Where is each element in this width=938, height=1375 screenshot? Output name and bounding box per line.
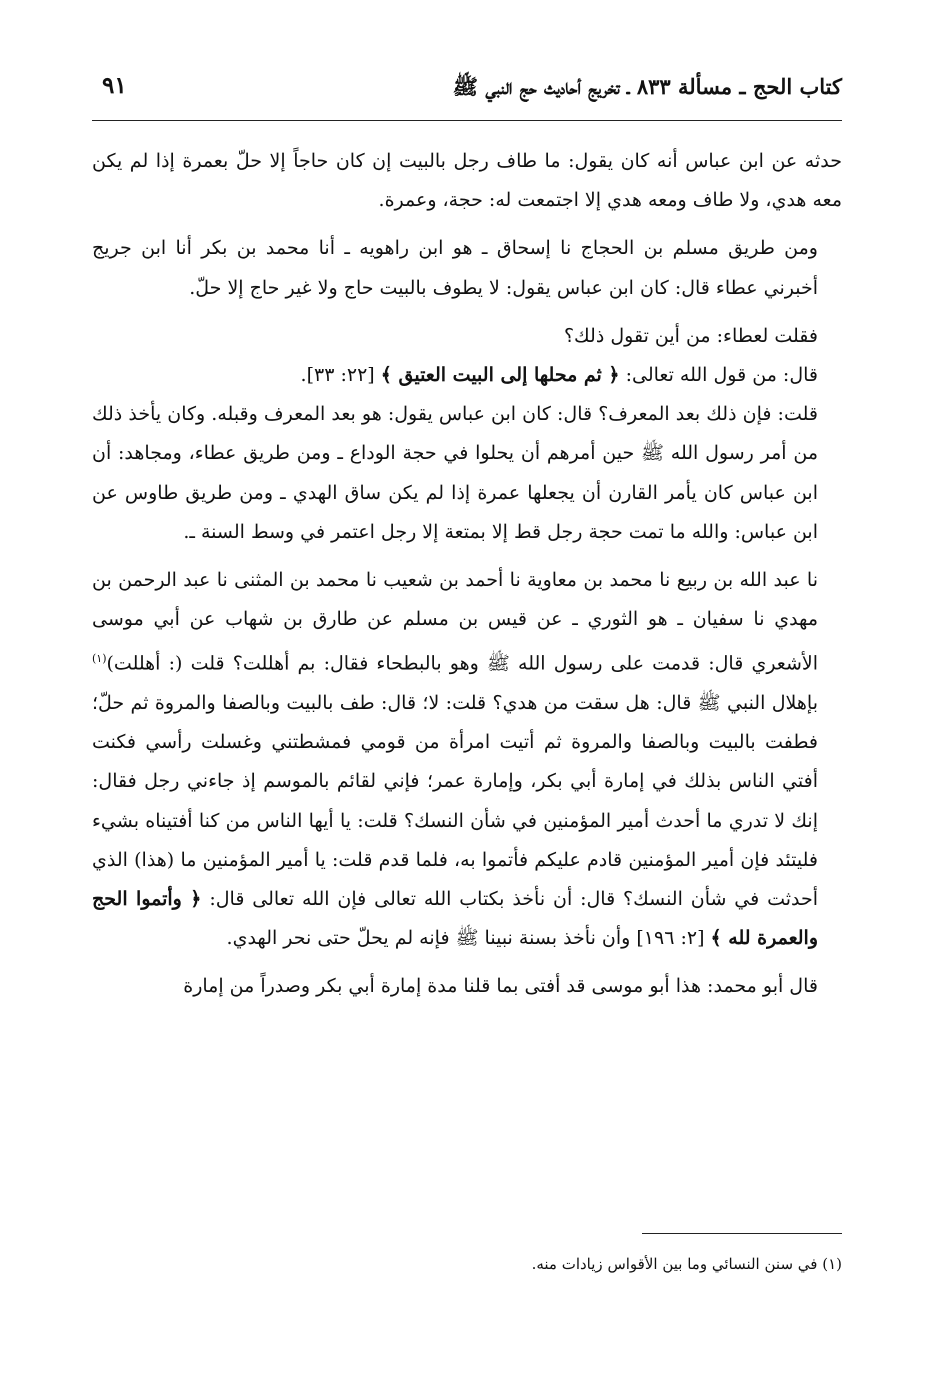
- page-body: [92, 142, 842, 1007]
- paragraph-text: قال: من قول الله تعالى:: [619, 364, 818, 387]
- paragraph: ومن طريق مسلم بن الحجاج نا إسحاق ـ هو ابن راهويه ـ أنا محمد بن بكر أنا ابن جريج أخبرني عطاء قال: كان ابن عباس يقول: لا يطوف بالبيت حاج ولا غير حاج إلا حلّ.: [92, 237, 818, 299]
- paragraph: [92, 561, 842, 958]
- page-number: ٩١: [102, 72, 127, 99]
- paragraph-text: بإهلال النبي ﷺ قال: هل سقت من هدي؟ قلت: لا؛ قال: طف بالبيت وبالصفا والمروة ثم حلّ؛ فطفت بالبيت وبالصفا والمروة ثم أتيت امرأة من قومي فمشطتني وغسلت رأسي فكنت أفتي الناس بذلك في إمارة أبي بكر، وإمارة عمر؛ فإني لقائم بالموسم إذ جاءني رجل فقال: إنك لا تدري ما أحدث أمير المؤمنين في شأن النسك؟ قلت: يا أيها الناس من كنا أفتيناه بشيء فليتئد فإن أمير المؤمنين قادم عليكم فأتموا به، فلما قدم قلت: يا أمير المؤمنين ما (هذا) الذي أحدثت في شأن النسك؟ قال: أن نأخذ بكتاب الله تعالى فإن الله تعالى قال:: [92, 691, 819, 910]
- header-title: كتاب الحج ـ مسألة ٨٣٣ ـ تخريج أحاديث حج النبي ﷺ: [452, 74, 842, 99]
- paragraph-text: نا عبد الله بن ربيع نا محمد بن معاوية نا أحمد بن شعيب نا محمد بن المثنى نا عبد الرحمن بن مهدي نا سفيان ـ هو الثوري ـ عن قيس بن مسلم عن طارق بن شهاب عن أبي موسى الأشعري قال: قدمت على رسول الله ﷺ وهو بالبطحاء فقال: بم أهللت؟ قلت (: أهللت): [92, 569, 818, 675]
- running-header: [92, 60, 842, 122]
- verse-reference: [٢: ١٩٦] وأن نأخذ بسنة نبينا ﷺ فإنه لم يحلّ حتى نحر الهدي.: [226, 927, 711, 950]
- paragraph: [92, 356, 842, 395]
- footnote-marker: (١): [92, 652, 107, 666]
- footnote: (١) في سنن النسائي وما بين الأقواس زيادات منه.: [531, 1255, 842, 1273]
- header-divider: [92, 120, 842, 121]
- paragraph: فقلت لعطاء: من أين تقول ذلك؟: [563, 324, 818, 347]
- footnote-divider: [642, 1233, 842, 1234]
- quran-quote: ﴿ وأتموا الحج والعمرة لله ﴾: [92, 887, 818, 950]
- verse-reference: [٢٢: ٣٣].: [300, 364, 381, 387]
- book-page: [92, 60, 842, 1273]
- paragraph: قال أبو محمد: هذا أبو موسى قد أفتى بما قلنا مدة إمارة أبي بكر وصدراً من إمارة: [183, 975, 818, 998]
- paragraph: حدثه عن ابن عباس أنه كان يقول: ما طاف رجل بالبيت إن كان حاجاً إلا حلّ بعمرة إذا لم يكن معه هدي، ولا طاف ومعه هدي إلا اجتمعت له: حجة، وعمرة.: [92, 150, 842, 212]
- paragraph: قلت: فإن ذلك بعد المعرف؟ قال: كان ابن عباس يقول: هو بعد المعرف وقبله. وكان يأخذ ذلك من أمر رسول الله ﷺ حين أمرهم أن يحلوا في حجة الوداع ـ ومن طريق عطاء، ومجاهد: أن ابن عباس كان يأمر القارن أن يجعلها عمرة إذا لم يكن ساق الهدي ـ ومن طريق طاوس عن ابن عباس: والله ما تمت حجة رجل قط إلا بمتعة إلا رجل اعتمر في وسط السنة ـ.: [92, 403, 818, 543]
- quran-quote: ﴿ ثم محلها إلى البيت العتيق ﴾: [380, 364, 620, 387]
